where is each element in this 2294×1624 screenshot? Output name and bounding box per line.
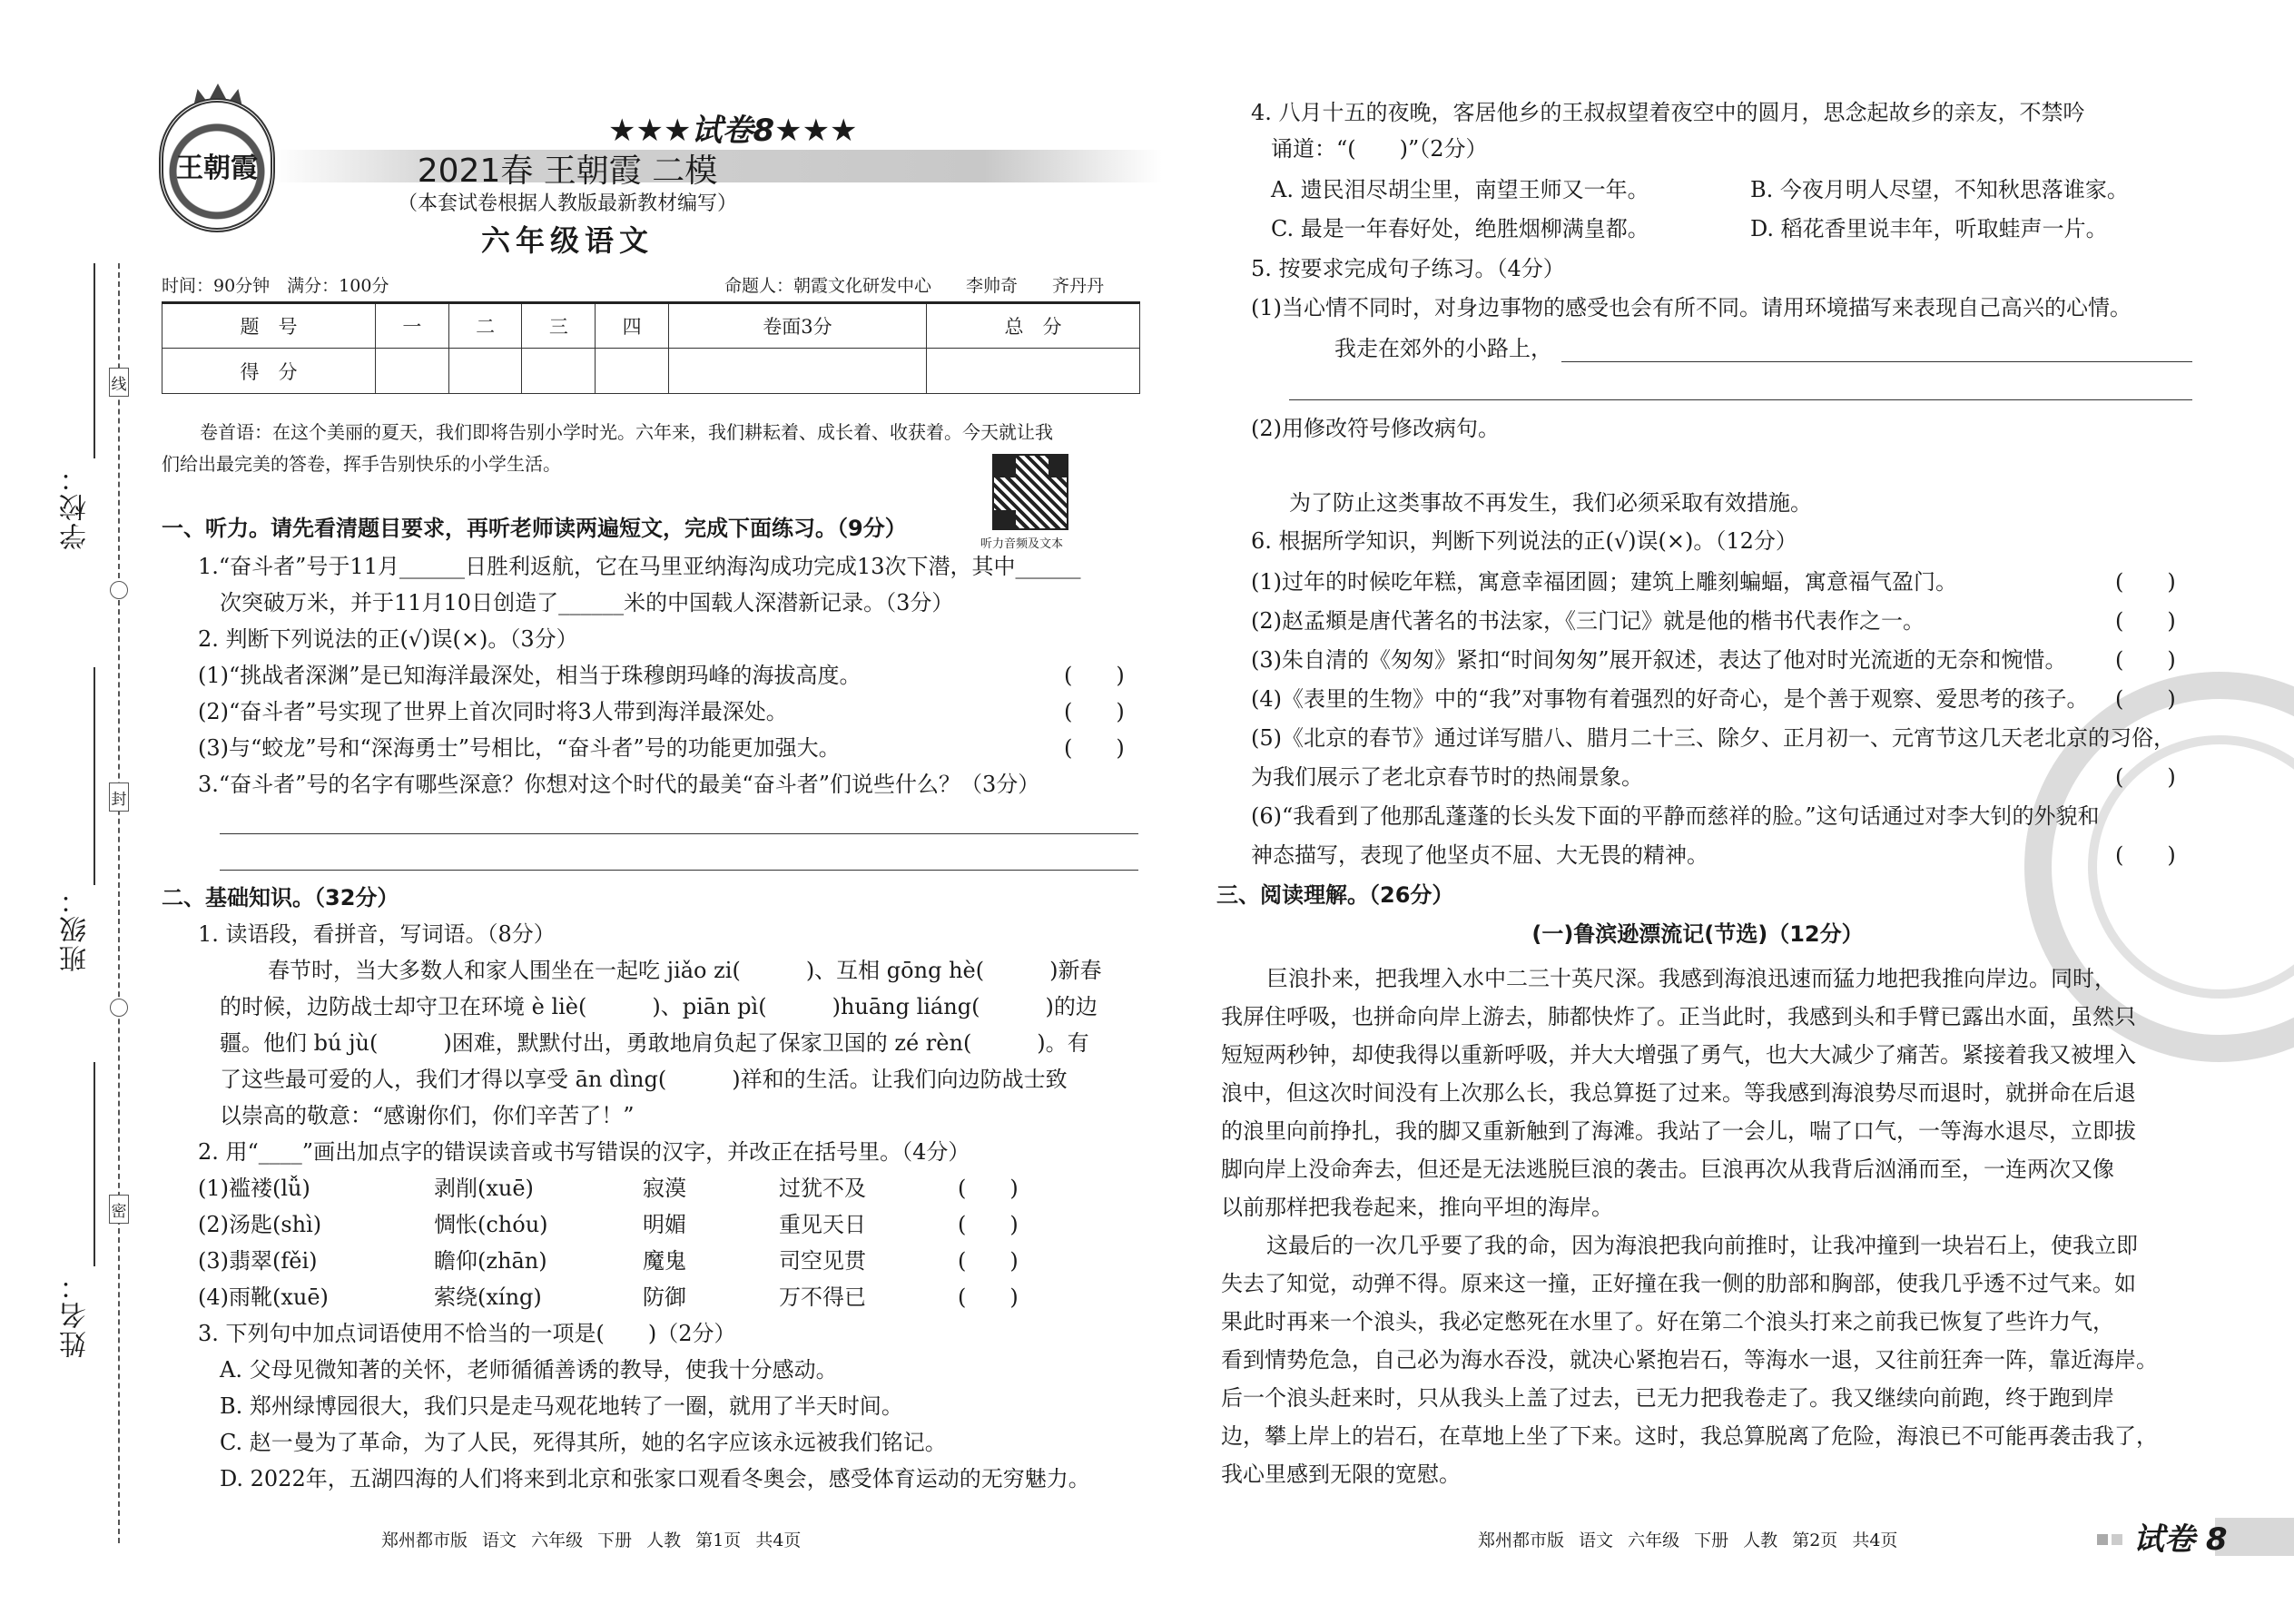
- reading-line: 这最后的一次几乎要了我的命，因为海浪把我向前推时，让我冲撞到一块岩石上，使我立即: [1266, 1233, 2138, 1258]
- answer-paren[interactable]: ( ): [2115, 647, 2176, 673]
- word-item: 萦绕(xíng): [434, 1284, 542, 1310]
- score-cell[interactable]: [596, 349, 669, 394]
- s2-passage-line: 疆。他们 bú jù( )困难，默默付出，勇敢地肩负起了保家卫国的 zé rèn( )。有: [220, 1030, 1089, 1056]
- answer-paren[interactable]: ( ): [2115, 608, 2176, 634]
- q4-option-a: A. 遗民泪尽胡尘里，南望王师又一年。: [1271, 177, 1649, 202]
- word-item: 明媚: [643, 1212, 686, 1237]
- q6-text: 6. 根据所学知识，判断下列说法的正(√)误(×)。（12分）: [1251, 528, 1797, 554]
- q2-text: 2. 判断下列说法的正(√)误(×)。（3分）: [198, 626, 578, 652]
- authors: 命题人：朝霞文化研发中心 李帅奇 齐丹丹: [724, 276, 1105, 296]
- answer-paren[interactable]: ( ): [1064, 663, 1125, 688]
- word-item: (4)雨靴(xuē): [198, 1284, 329, 1310]
- answer-paren[interactable]: ( ): [2115, 764, 2176, 790]
- reading-line: 看到情势危急，自己必为海水吞没，就决心紧抱岩石，等海水一退，又往前狂奔一阵，靠近海岸。: [1221, 1347, 2158, 1373]
- section-2-title: 二、基础知识。（32分）: [162, 885, 399, 910]
- score-row-label: 得 分: [162, 349, 376, 394]
- word-item: (2)汤匙(shì): [198, 1212, 322, 1237]
- q5-item: (1)当心情不同时，对身边事物的感受也会有所不同。请用环境描写来表现自己高兴的心情。: [1251, 295, 2132, 320]
- answer-line[interactable]: [1561, 361, 2192, 362]
- q4-line: 4. 八月十五的夜晚，客居他乡的王叔叔望着夜空中的圆月，思念起故乡的亲友，不禁吟: [1251, 100, 2085, 125]
- binding-mark-mi: 密: [109, 1195, 129, 1224]
- q4-option-b: B. 今夜月明人尽望，不知秋思落谁家。: [1750, 177, 2129, 202]
- choice-c: C. 赵一曼为了革命，为了人民，死得其所，她的名字应该永远被我们铭记。: [220, 1430, 947, 1455]
- s2-q1: 1. 读语段，看拼音，写词语。（8分）: [198, 921, 556, 947]
- q6-item: (4)《表里的生物》中的“我”对事物有着强烈的好奇心，是个善于观察、爱思考的孩子。: [1251, 686, 2089, 712]
- binding-hole: [110, 999, 128, 1017]
- decor-square: [2097, 1534, 2108, 1545]
- section-1-title: 一、听力。请先看清题目要求，再听老师读两遍短文，完成下面练习。（9分）: [162, 516, 907, 541]
- reading-line: 后一个浪头赶来时，只从我头上盖了过去，已无力把我卷走了。我又继续向前跑，终于跑到岸: [1221, 1385, 2114, 1411]
- reading-title: (一)鲁滨逊漂流记(节选)（12分）: [1531, 921, 1864, 947]
- score-cell[interactable]: [448, 349, 522, 394]
- binding-mark-feng: 封: [109, 782, 129, 812]
- qr-code[interactable]: [992, 454, 1068, 530]
- binding-hole: [110, 581, 128, 599]
- q1-line: 次突破万米，并于11月10日创造了______米的中国载人深潜新记录。（3分）: [220, 590, 954, 615]
- q6-item: (1)过年的时候吃年糕，寓意幸福团圆；建筑上雕刻蝙蝠，寓意福气盈门。: [1251, 569, 1957, 595]
- answer-paren[interactable]: ( ): [958, 1212, 1019, 1237]
- binding-dashed-line: [118, 263, 120, 1543]
- answer-line[interactable]: [220, 833, 1138, 834]
- preface-line: 卷首语：在这个美丽的夏天，我们即将告别小学时光。六年来，我们耕耘着、成长着、收获着。今天就让我: [200, 421, 1053, 443]
- word-item: 剥削(xuē): [434, 1176, 534, 1201]
- s2-passage-line: 春节时，当大多数人和家人围坐在一起吃 jiǎo zi( )、互相 gōng hè( )新春: [268, 958, 1102, 983]
- page-tag: 试卷 8: [2133, 1521, 2228, 1558]
- school-field[interactable]: [94, 263, 95, 458]
- s2-q2: 2. 用“____”画出加点字的错误读音或书写错误的汉字，并改正在括号里。（4分）: [198, 1139, 970, 1165]
- exam-title: 2021春 王朝霞 二模: [417, 153, 718, 190]
- word-item: 惆怅(chóu): [434, 1212, 548, 1237]
- reading-line: 浪中，但这次时间没有上次那么长，我总算挺了过来。等我感到海浪势尽而退时，就拼命在后退: [1221, 1080, 2136, 1106]
- word-item: 万不得已: [779, 1284, 866, 1310]
- brand-logo: 王朝霞: [159, 98, 275, 232]
- score-cell[interactable]: [375, 349, 448, 394]
- q4-option-c: C. 最是一年春好处，绝胜烟柳满皇都。: [1271, 216, 1649, 241]
- answer-paren[interactable]: ( ): [958, 1176, 1019, 1201]
- exam-number: ★★★试卷8★★★: [608, 113, 858, 149]
- answer-paren[interactable]: ( ): [1064, 699, 1125, 724]
- answer-paren[interactable]: ( ): [2115, 842, 2176, 868]
- section-3-title: 三、阅读理解。（26分）: [1216, 882, 1454, 908]
- q6-item: 神态描写，表现了他坚贞不屈、大无畏的精神。: [1251, 842, 1708, 868]
- choice-b: B. 郑州绿博园很大，我们只是走马观花地转了一圈，就用了半天时间。: [220, 1393, 903, 1419]
- q1-line: 1.“奋斗者”号于11月______日胜利返航，它在马里亚纳海沟成功完成13次下潜，其中______: [198, 554, 1081, 579]
- q6-item: (5)《北京的春节》通过详写腊八、腊月二十三、除夕、正月初一、元宵节这几天老北京的习俗，: [1251, 725, 2175, 751]
- reading-line: 边，攀上岸上的岩石，在草地上坐了下来。这时，我总算脱离了危险，海浪已不可能再袭击我了，: [1221, 1423, 2158, 1449]
- answer-paren[interactable]: ( ): [2115, 569, 2176, 595]
- word-item: 魔鬼: [643, 1248, 686, 1274]
- reading-line: 巨浪扑来，把我埋入水中二三十英尺深。我感到海浪迅速而猛力地把我推向岸边。同时，: [1266, 966, 2116, 991]
- reading-line: 我心里感到无限的宽慰。: [1221, 1462, 1461, 1487]
- preface-line: 们给出最完美的答卷，挥手告别快乐的小学生活。: [162, 453, 561, 475]
- score-header: 总 分: [926, 303, 1139, 349]
- page-footer-left: 郑州都市版 语文 六年级 下册 人教 第1页 共4页: [381, 1530, 802, 1550]
- reading-line: 果此时再来一个浪头，我必定憋死在水里了。好在第二个浪头打来之前我已恢复了些许力气，: [1221, 1309, 2114, 1334]
- qr-caption: 听力音频及文本: [980, 537, 1064, 551]
- s2-passage-line: 了这些最可爱的人，我们才得以享受 ān dìng( )祥和的生活。让我们向边防战士致: [220, 1067, 1068, 1092]
- q2-item: (3)与“蛟龙”号和“深海勇士”号相比，“奋斗者”号的功能更加强大。: [198, 735, 841, 761]
- reading-line: 以前那样把我卷起来，推向平坦的海岸。: [1221, 1195, 1613, 1220]
- score-header: 四: [596, 303, 669, 349]
- score-header: 二: [448, 303, 522, 349]
- word-item: 重见天日: [779, 1212, 866, 1237]
- s2-passage-line: 的时候，边防战士却守卫在环境 è liè( )、piān pì( )huāng liáng( )的边: [220, 994, 1098, 1019]
- word-item: 过犹不及: [779, 1176, 866, 1201]
- answer-line[interactable]: [220, 870, 1138, 871]
- q5-prompt: 我走在郊外的小路上，: [1334, 336, 1552, 361]
- reading-line: 的浪里向前挣扎，我的脚又重新触到了海滩。我站了一会儿，喘了口气，一等海水退尽，立即拔: [1221, 1118, 2136, 1144]
- word-item: 瞻仰(zhān): [434, 1248, 547, 1274]
- binding-mark-xian: 线: [109, 368, 129, 397]
- school-label: 学校：: [60, 463, 92, 550]
- q6-item: 为我们展示了老北京春节时的热闹景象。: [1251, 764, 1643, 790]
- choice-a: A. 父母见微知著的关怀，老师循循善诱的教导，使我十分感动。: [220, 1357, 838, 1383]
- score-header: 题 号: [162, 303, 376, 349]
- score-table: [162, 301, 1140, 394]
- score-header: 三: [522, 303, 596, 349]
- s2-passage-line: 以崇高的敬意：“感谢你们，你们辛苦了！”: [220, 1103, 635, 1128]
- q3-text: 3.“奋斗者”号的名字有哪些深意？你想对这个时代的最美“奋斗者”们说些什么？（3分）: [198, 772, 1040, 797]
- reading-line: 我屏住呼吸，也拼命向岸上游去，肺都快炸了。正当此时，我感到头和手臂已露出水面，虽然只: [1221, 1004, 2136, 1029]
- q2-item: (2)“奋斗者”号实现了世界上首次同时将3人带到海洋最深处。: [198, 699, 788, 724]
- q5-sentence: 为了防止这类事故不再发生，我们必须采取有效措施。: [1289, 490, 1812, 516]
- name-label: 姓名：: [60, 1271, 92, 1358]
- word-item: (1)褴褛(lǚ): [198, 1176, 310, 1201]
- score-cell[interactable]: [668, 349, 926, 394]
- word-item: (3)翡翠(fěi): [198, 1248, 318, 1274]
- answer-paren[interactable]: ( ): [1064, 735, 1125, 761]
- time-score: 时间：90分钟 满分：100分: [162, 276, 389, 296]
- class-label: 班级：: [60, 885, 92, 972]
- q6-item: (3)朱自清的《匆匆》紧扣“时间匆匆”展开叙述，表达了他对时光流逝的无奈和惋惜。: [1251, 647, 2067, 673]
- score-cell[interactable]: [522, 349, 596, 394]
- s2-q3: 3. 下列句中加点词语使用不恰当的一项是( )（2分）: [198, 1321, 736, 1346]
- name-field[interactable]: [94, 1062, 95, 1266]
- q2-item: (1)“挑战者深渊”是已知海洋最深处，相当于珠穆朗玛峰的海拔高度。: [198, 663, 861, 688]
- q4-option-d: D. 稻花香里说丰年，听取蛙声一片。: [1750, 216, 2108, 241]
- choice-d: D. 2022年，五湖四海的人们将来到北京和张家口观看冬奥会，感受体育运动的无穷魅力。: [220, 1466, 1090, 1491]
- page-footer-right: 郑州都市版 语文 六年级 下册 人教 第2页 共4页: [1478, 1530, 1898, 1550]
- decor-square: [2112, 1534, 2122, 1545]
- q6-item: (6)“我看到了他那乱蓬蓬的长头发下面的平静而慈祥的脸。”这句话通过对李大钊的外貌和: [1251, 803, 2100, 829]
- q5-text: 5. 按要求完成句子练习。（4分）: [1251, 256, 1565, 281]
- reading-line: 短短两秒钟，却使我得以重新呼吸，并大大增强了勇气，也大大减少了痛苦。紧接着我又被埋入: [1221, 1042, 2136, 1068]
- score-cell[interactable]: [926, 349, 1139, 394]
- word-item: 防御: [643, 1284, 686, 1310]
- q4-line: 诵道：“( )”（2分）: [1271, 136, 1488, 162]
- q6-item: (2)赵孟頫是唐代著名的书法家，《三门记》就是他的楷书代表作之一。: [1251, 608, 1925, 634]
- q5-item: (2)用修改符号修改病句。: [1251, 416, 1500, 441]
- class-field[interactable]: [94, 667, 95, 885]
- score-header: 卷面3分: [668, 303, 926, 349]
- word-item: 寂漠: [643, 1176, 686, 1201]
- answer-paren[interactable]: ( ): [958, 1248, 1019, 1274]
- answer-line[interactable]: [1289, 399, 2192, 400]
- exam-subtitle: （本套试卷根据人教版最新教材编写）: [397, 192, 737, 215]
- grade-subject: 六年级语文: [480, 223, 654, 258]
- word-item: 司空见贯: [779, 1248, 866, 1274]
- reading-line: 脚向岸上没命奔去，但还是无法逃脱巨浪的袭击。巨浪再次从我背后汹涌而至，一连两次又像: [1221, 1156, 2114, 1182]
- answer-paren[interactable]: ( ): [958, 1284, 1019, 1310]
- score-header: 一: [375, 303, 448, 349]
- answer-paren[interactable]: ( ): [2115, 686, 2176, 712]
- reading-line: 失去了知觉，动弹不得。原来这一撞，正好撞在我一侧的肋部和胸部，使我几乎透不过气来。如: [1221, 1271, 2136, 1296]
